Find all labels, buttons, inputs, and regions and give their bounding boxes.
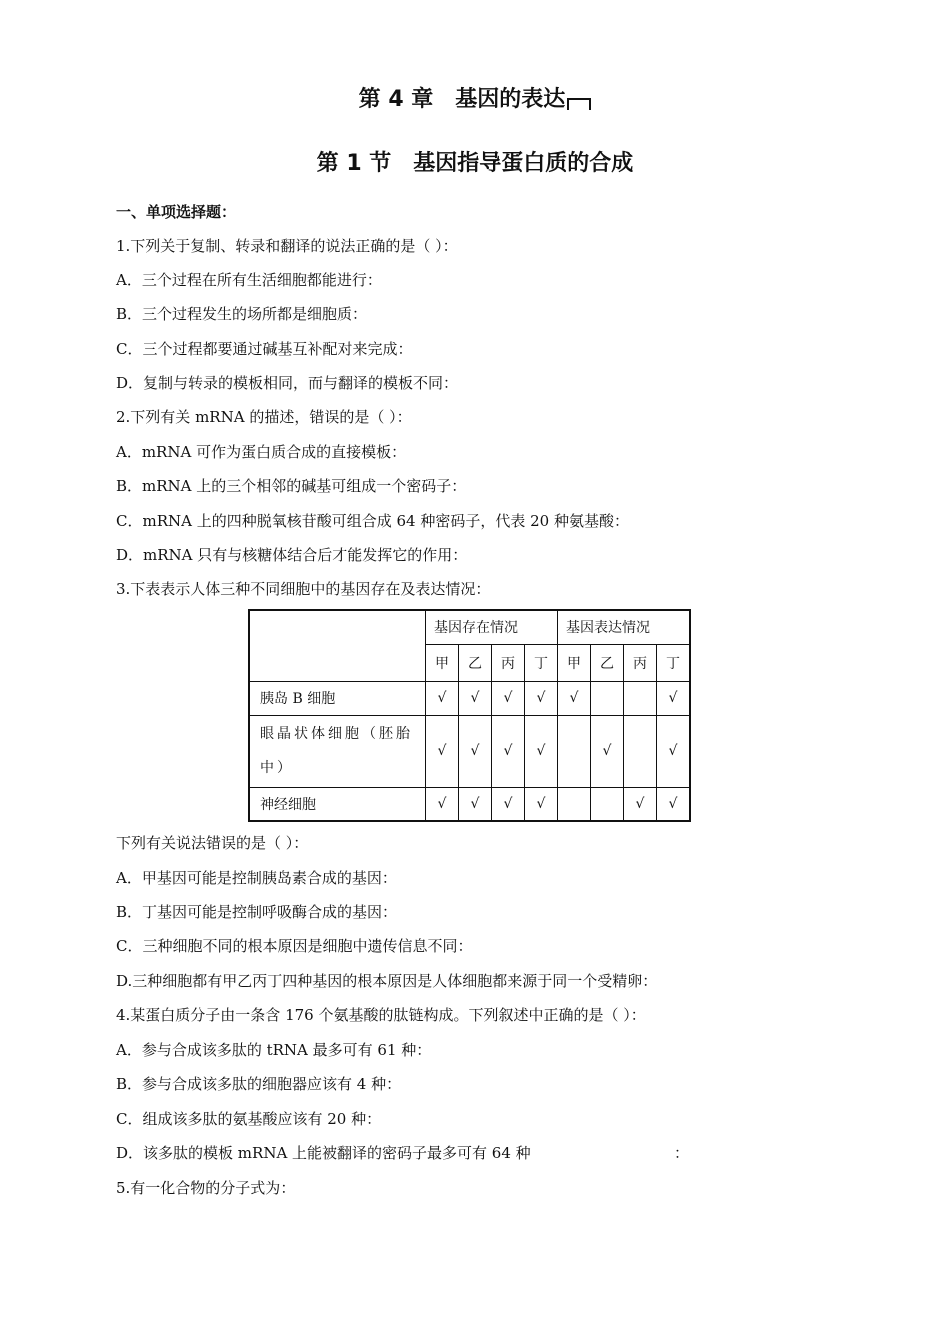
mark-cell: √ (426, 787, 459, 821)
gene-label: 丙 (492, 644, 525, 681)
mark-cell: √ (525, 715, 558, 787)
gene-label: 丙 (624, 644, 657, 681)
mark-cell: √ (657, 787, 691, 821)
mark-cell (624, 681, 657, 715)
title-mark (567, 98, 591, 110)
question-2: 2.下列有关 mRNA 的描述，错误的是（ ）： (116, 408, 412, 426)
mark-cell: √ (591, 715, 624, 787)
mark-cell: √ (525, 787, 558, 821)
gene-label: 丁 (657, 644, 691, 681)
row-label: 胰岛 B 细胞 (249, 681, 426, 715)
table-row (249, 715, 690, 787)
mark-cell: √ (459, 715, 492, 787)
gene-label: 乙 (591, 644, 624, 681)
chapter-title: 第 4 章 基因的表达 (0, 82, 950, 113)
mark-cell: √ (426, 681, 459, 715)
mark-cell (591, 681, 624, 715)
mark-cell: √ (492, 715, 525, 787)
question-1: 1.下列关于复制、转录和翻译的说法正确的是（ ）： (116, 237, 458, 255)
option-4c: C．组成该多肽的氨基酸应该有 20 种： (116, 1110, 382, 1128)
option-3a: A．甲基因可能是控制胰岛素合成的基因： (116, 869, 397, 887)
mark-cell: √ (657, 715, 691, 787)
question-4: 4.某蛋白质分子由一条含 176 个氨基酸的肽链构成。下列叙述中正确的是（ ）： (116, 1006, 646, 1024)
option-2a: A．mRNA 可作为蛋白质合成的直接模板： (116, 443, 407, 461)
mark-cell: √ (624, 787, 657, 821)
option-1c: C．三个过程都要通过碱基互补配对来完成： (116, 340, 413, 358)
mark-cell: √ (492, 787, 525, 821)
section-title: 第 1 节 基因指导蛋白质的合成 (316, 151, 634, 176)
question-5: 5.有一化合物的分子式为： (116, 1179, 296, 1197)
trailing-mark: ： (674, 1144, 690, 1162)
mark-cell: √ (459, 787, 492, 821)
group-header-presence: 基因存在情况 (426, 610, 558, 644)
gene-label: 甲 (426, 644, 459, 681)
mark-cell (558, 715, 591, 787)
mark-cell: √ (657, 681, 691, 715)
option-1a: A．三个过程在所有生活细胞都能进行： (116, 271, 382, 289)
gene-label: 丁 (525, 644, 558, 681)
gene-label: 乙 (459, 644, 492, 681)
mark-cell (624, 715, 657, 787)
corner-cell (249, 610, 426, 681)
option-1b: B．三个过程发生的场所都是细胞质： (116, 305, 368, 323)
mark-cell: √ (558, 681, 591, 715)
group-header-expression: 基因表达情况 (558, 610, 691, 644)
table-row (249, 681, 690, 715)
mark-cell: √ (525, 681, 558, 715)
mark-cell: √ (492, 681, 525, 715)
mark-cell: √ (426, 715, 459, 787)
option-3d: D.三种细胞都有甲乙丙丁四种基因的根本原因是人体细胞都来源于同一个受精卵： (116, 972, 658, 990)
option-4b: B．参与合成该多肽的细胞器应该有 4 种： (116, 1075, 402, 1093)
question-3: 3.下表表示人体三种不同细胞中的基因存在及表达情况： (116, 580, 491, 598)
table-row (249, 787, 690, 821)
mark-cell: √ (459, 681, 492, 715)
mark-cell (591, 787, 624, 821)
option-3c: C．三种细胞不同的根本原因是细胞中遗传信息不同： (116, 937, 473, 955)
option-4d: D．该多肽的模板 mRNA 上能被翻译的密码子最多可有 64 种 (116, 1144, 531, 1162)
option-4a: A．参与合成该多肽的 tRNA 最多可有 61 种： (116, 1041, 432, 1059)
option-2c: C．mRNA 上的四种脱氧核苷酸可组合成 64 种密码子，代表 20 种氨基酸： (116, 512, 629, 530)
option-1d: D．复制与转录的模板相同，而与翻译的模板不同： (116, 374, 459, 392)
part-heading: 一、单项选择题： (116, 203, 237, 221)
option-2d: D．mRNA 只有与核糖体结合后才能发挥它的作用： (116, 546, 468, 564)
option-2b: B．mRNA 上的三个相邻的碱基可组成一个密码子： (116, 477, 467, 495)
table-header-row (249, 610, 690, 644)
gene-label: 甲 (558, 644, 591, 681)
mark-cell (558, 787, 591, 821)
option-3b: B．丁基因可能是控制呼吸酶合成的基因： (116, 903, 398, 921)
row-label: 眼晶状体细胞（胚胎中） (249, 715, 426, 787)
question-3-stem: 下列有关说法错误的是（ ）： (116, 834, 309, 852)
row-label: 神经细胞 (249, 787, 426, 821)
gene-table (248, 609, 691, 822)
